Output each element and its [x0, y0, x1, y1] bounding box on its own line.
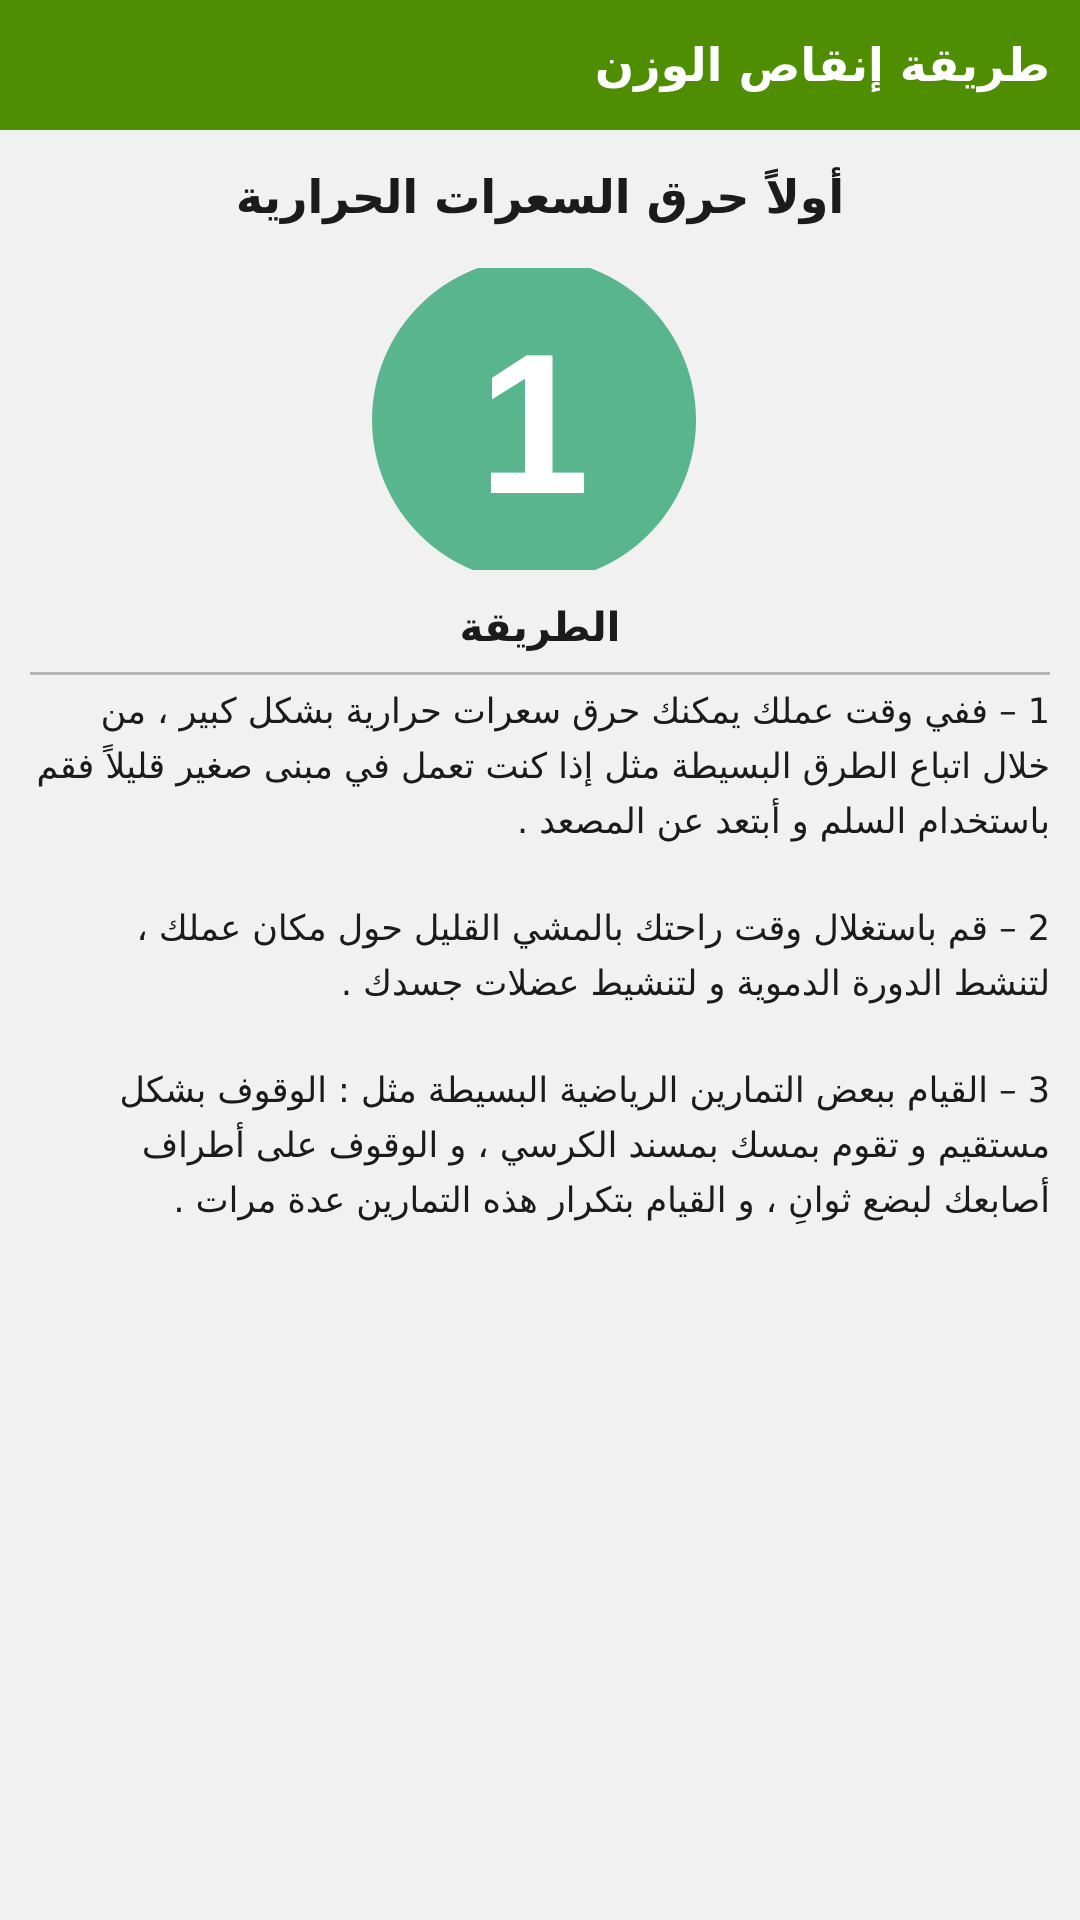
step-item-3: 3 – القيام ببعض التمارين الرياضية البسيطة مثل : الوقوف بشكل مستقيم و تقوم بمسك بمسند الكرسي ، و الوقوف على أطراف أصابعك لبضع ثوانِ ، و القيام بتكرار هذه التمارين عدة مرات . [119, 1071, 1050, 1221]
step-number: 1 [478, 313, 590, 536]
step-number-badge [372, 268, 696, 570]
section-title: أولاً حرق السعرات الحرارية [235, 170, 845, 224]
method-heading: الطريقة [459, 605, 621, 651]
app-title: طريقة إنقاص الوزن [594, 38, 1050, 92]
step-item-2: 2 – قم باستغلال وقت راحتك بالمشي القليل حول مكان عملك ، لتنشط الدورة الدموية و لتنشيط عضلات جسدك . [136, 909, 1050, 1004]
step-item-1: 1 – ففي وقت عملك يمكنك حرق سعرات حرارية بشكل كبير ، من خلال اتباع الطرق البسيطة مثل إذا كنت تعمل في مبنى صغير قليلاً فقم باستخدام السلم و أبتعد عن المصعد . [36, 692, 1050, 842]
divider [30, 672, 1050, 675]
content-scroll-area[interactable] [0, 130, 1080, 1920]
steps-list [30, 685, 1050, 1281]
step-circle-icon [372, 268, 696, 570]
app-bar [0, 0, 1080, 130]
